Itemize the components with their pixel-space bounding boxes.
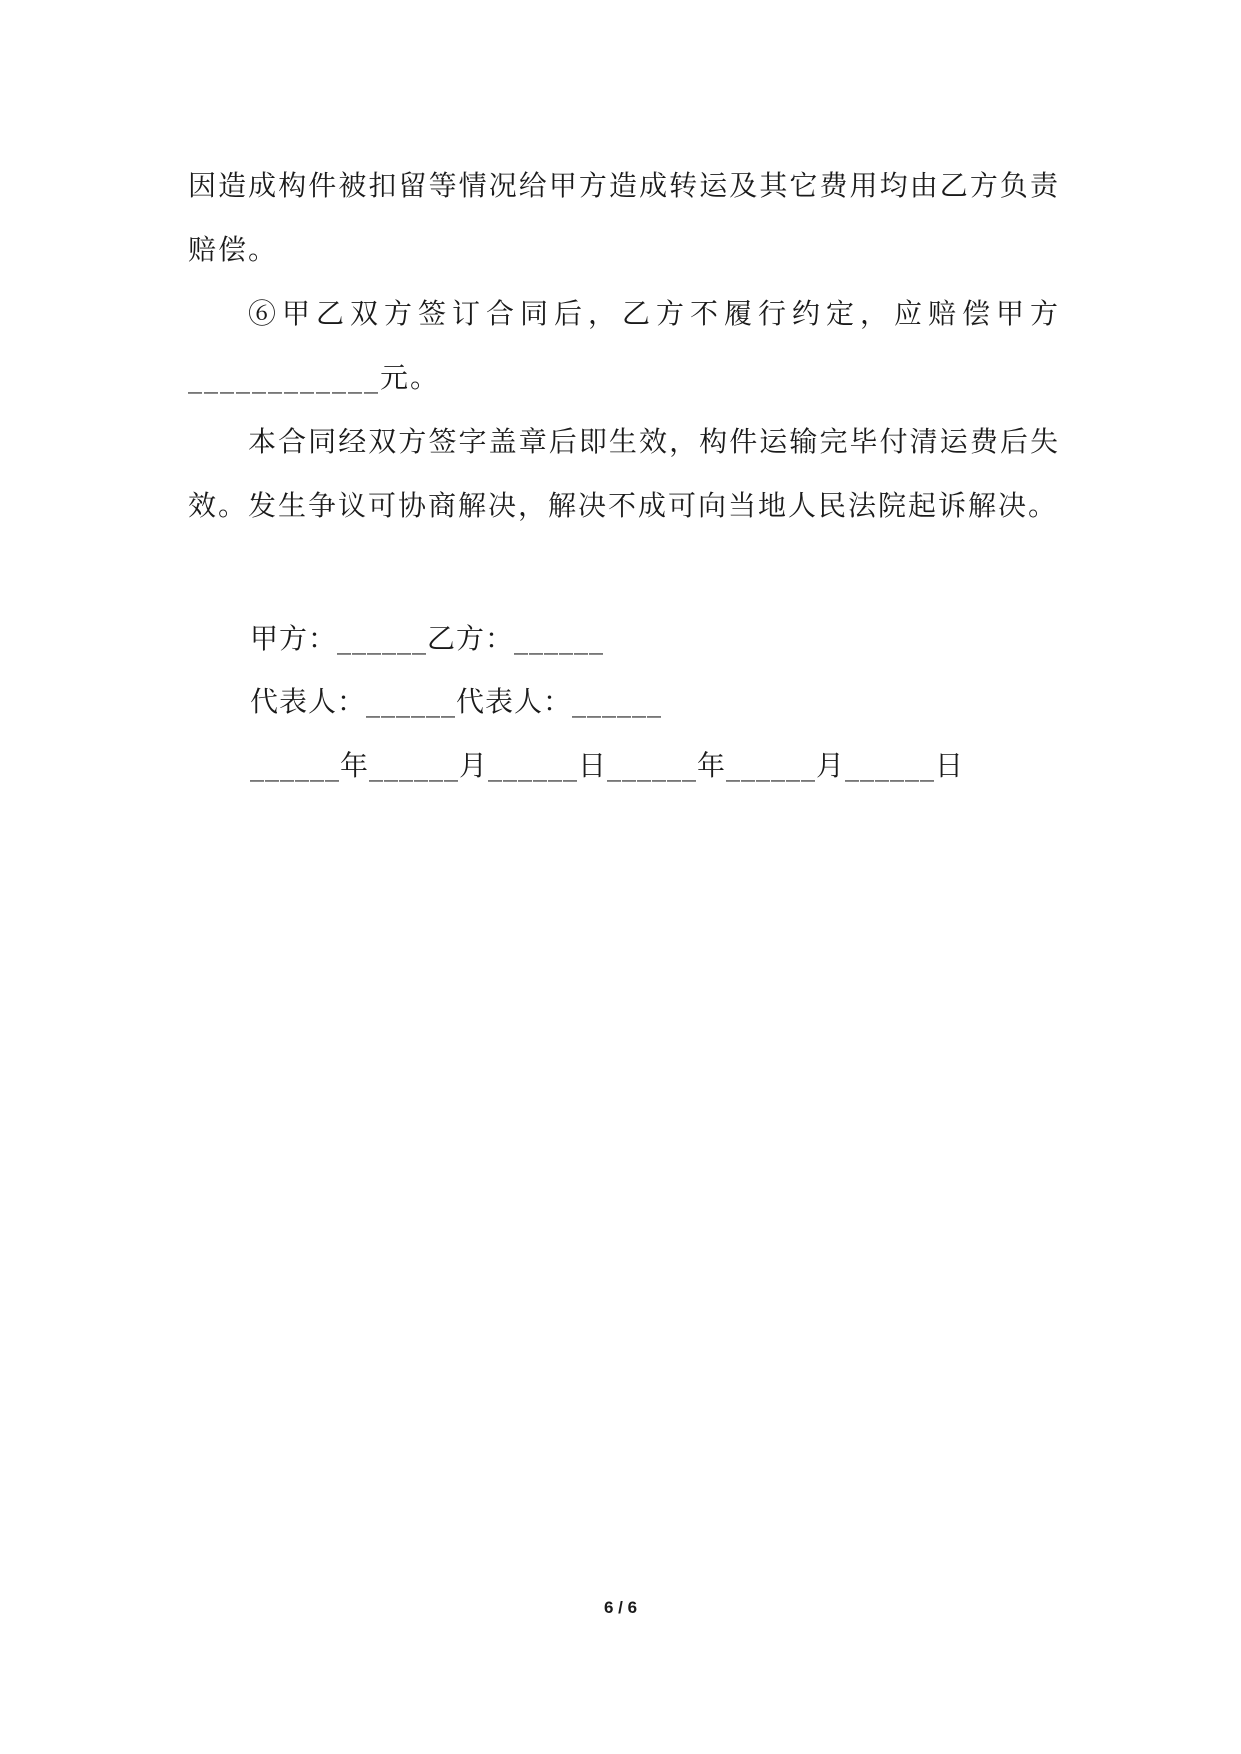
paragraph-compensation-detention: 因造成构件被扣留等情况给甲方造成转运及其它费用均由乙方负责赔偿。 [188, 169, 1060, 266]
signature-date-line: ______年______月______日______年______月______日 [250, 749, 965, 782]
paragraph-breach-penalty: ⑥甲乙双方签订合同后，乙方不履行约定，应赔偿甲方____________元。 [188, 297, 1060, 394]
signature-representatives-line: 代表人：______代表人：______ [250, 685, 663, 718]
signature-parties-line: 甲方：______乙方：______ [250, 622, 605, 655]
paragraph-effective-clause: 本合同经双方签字盖章后即生效，构件运输完毕付清运费后失效。发生争议可协商解决，解决不成可向当地人民法院起诉解决。 [188, 425, 1060, 522]
page-number: 6 / 6 [603, 1598, 638, 1617]
